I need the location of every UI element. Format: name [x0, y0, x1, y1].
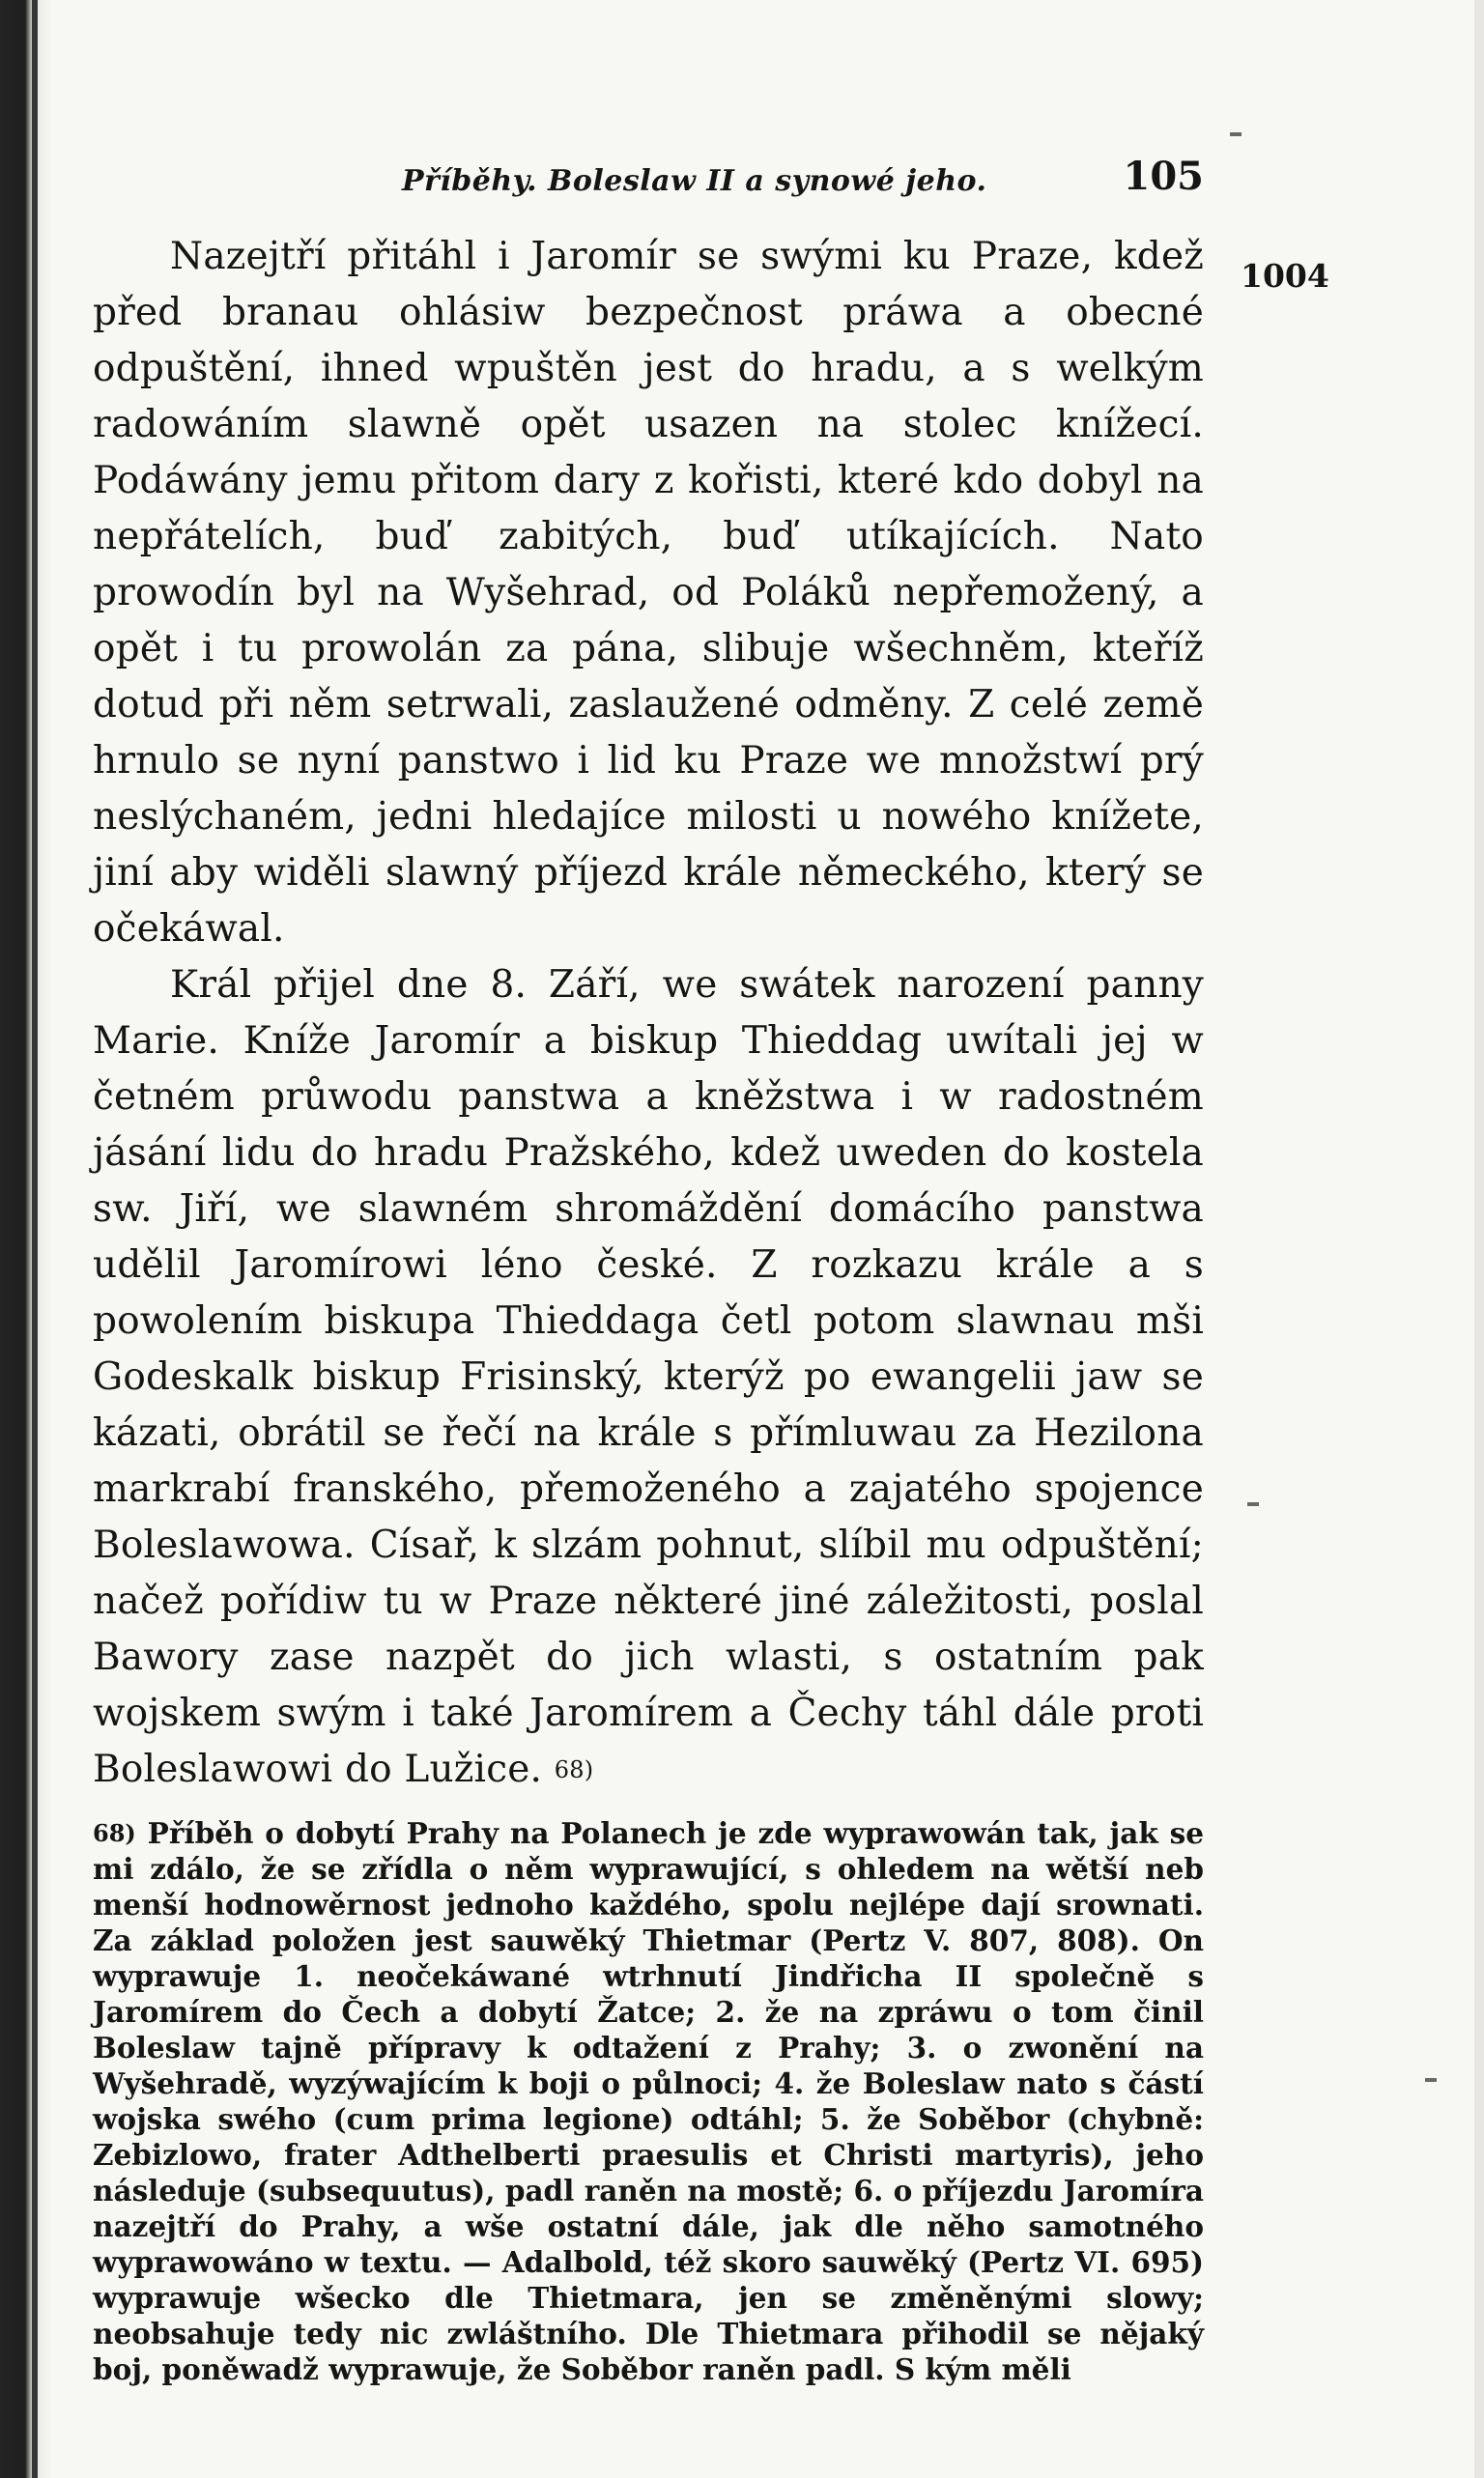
book-page — [93, 150, 1204, 2387]
body-paragraph-2-text: Král přijel dne 8. Září, we swátek narození panny Marie. Kníže Jaromír a biskup Thieddag uwítali jej w četném průwodu panstwa a kněžstwa i w radostném jásání lidu do hradu Pražského, kdež uweden do kostela sw. Jiří, we slawném shromáždění domácího panstwa udělil Jaromírowi léno české. Z rozkazu krále a s powolením biskupa Thieddaga četl potom slawnau mši Godeskalk biskup Frisinský, kterýž po ewangelii jaw se kázati, obrátil se řečí na krále s přímluwau za Hezilona markrabí franského, přemoženého a zajatého spojence Boleslawowa. Císař, k slzám pohnut, slíbil mu odpuštění; načež pořídiw tu w Praze některé jiné záležitosti, poslal Bawory zase nazpět do jich wlasti, s ostatním pak wojskem swým i také Jaromírem a Čechy táhl dále proti Boleslawowi do Lužice. — [93, 963, 1204, 1791]
page-number: 105 — [1123, 154, 1204, 199]
book-binding-edge — [32, 0, 38, 2478]
main-text — [93, 229, 1204, 1798]
page-header — [93, 150, 1204, 206]
body-paragraph-1: Nazejtří přitáhl i Jaromír se swými ku Praze, kdež před branau ohlásiw bezpečnost práwa a obecné odpuštění, ihned wpuštěn jest do hradu, a s welkým radowáním slawně opět usazen na stolec knížecí. Podáwány jemu přitom dary z kořisti, které kdo dobyl na nepřátelích, buď zabitých, buď utíkajících. Nato prowodín byl na Wyšehrad, od Poláků nepřemožený, a opět i tu prowolán za pána, slibuje wšechněm, kteříž dotud při něm setrwali, zaslaužené odměny. Z celé země hrnulo se nyní panstwo i lid ku Praze we množstwí prý neslýchaném, jedni hledajíce milosti u nowého knížete, jiní aby widěli slawný příjezd krále německého, který se očekáwal. — [93, 235, 1204, 951]
body-paragraph-2 — [93, 957, 1204, 1798]
page-right-shadow — [1474, 0, 1484, 2478]
footnote-block — [93, 1815, 1204, 2387]
margin-year-note: 1004 — [1241, 257, 1329, 295]
scan-dust-mark — [1230, 132, 1241, 136]
footnote-reference: 68) — [554, 1756, 594, 1783]
footnote-marker: 68) — [93, 1819, 136, 1847]
running-title: Příběhy. Boleslaw II a synowé jeho. — [402, 164, 987, 198]
scan-dust-mark — [1247, 1502, 1259, 1506]
scan-dust-mark — [1425, 2078, 1437, 2082]
footnote-text — [93, 1815, 1204, 2387]
footnote-body: Příběh o dobytí Prahy na Polanech je zde wyprawowán tak, jak se mi zdálo, že se zřídla o něm wyprawující, s ohledem na wětší neb menší hodnowěrnost jednoho každého, spolu nejlépe dají srownati. Za základ položen jest sauwěký Thietmar (Pertz V. 807, 808). On wyprawuje 1. neočekáwané wtrhnutí Jindřicha II společně s Jaromírem do Čech a dobytí Žatce; 2. že na zpráwu o tom činil Boleslaw tajně přípravy k odtažení z Prahy; 3. o zwonění na Wyšehradě, wyzýwajícím k boji o půlnoci; 4. že Boleslaw nato s částí wojska swého (cum prima legione) odtáhl; 5. že Soběbor (chybně: Zebizlowo, frater Adthelberti praesulis et Christi martyris), jeho následuje (subsequutus), padl raněn na mostě; 6. o příjezdu Jaromíra nazejtří do Prahy, a wše ostatní dále, jak dle něho samotného wyprawowáno w textu. — Adalbold, též skoro sauwěký (Pertz VI. 695) wyprawuje wšecko dle Thietmara, jen se změněnými slowy; neobsahuje tedy nic zwláštního. Dle Thietmara přihodil se nějaký boj, poněwadž wyprawuje, že Soběbor raněn padl. S kým měli — [93, 1816, 1204, 2386]
